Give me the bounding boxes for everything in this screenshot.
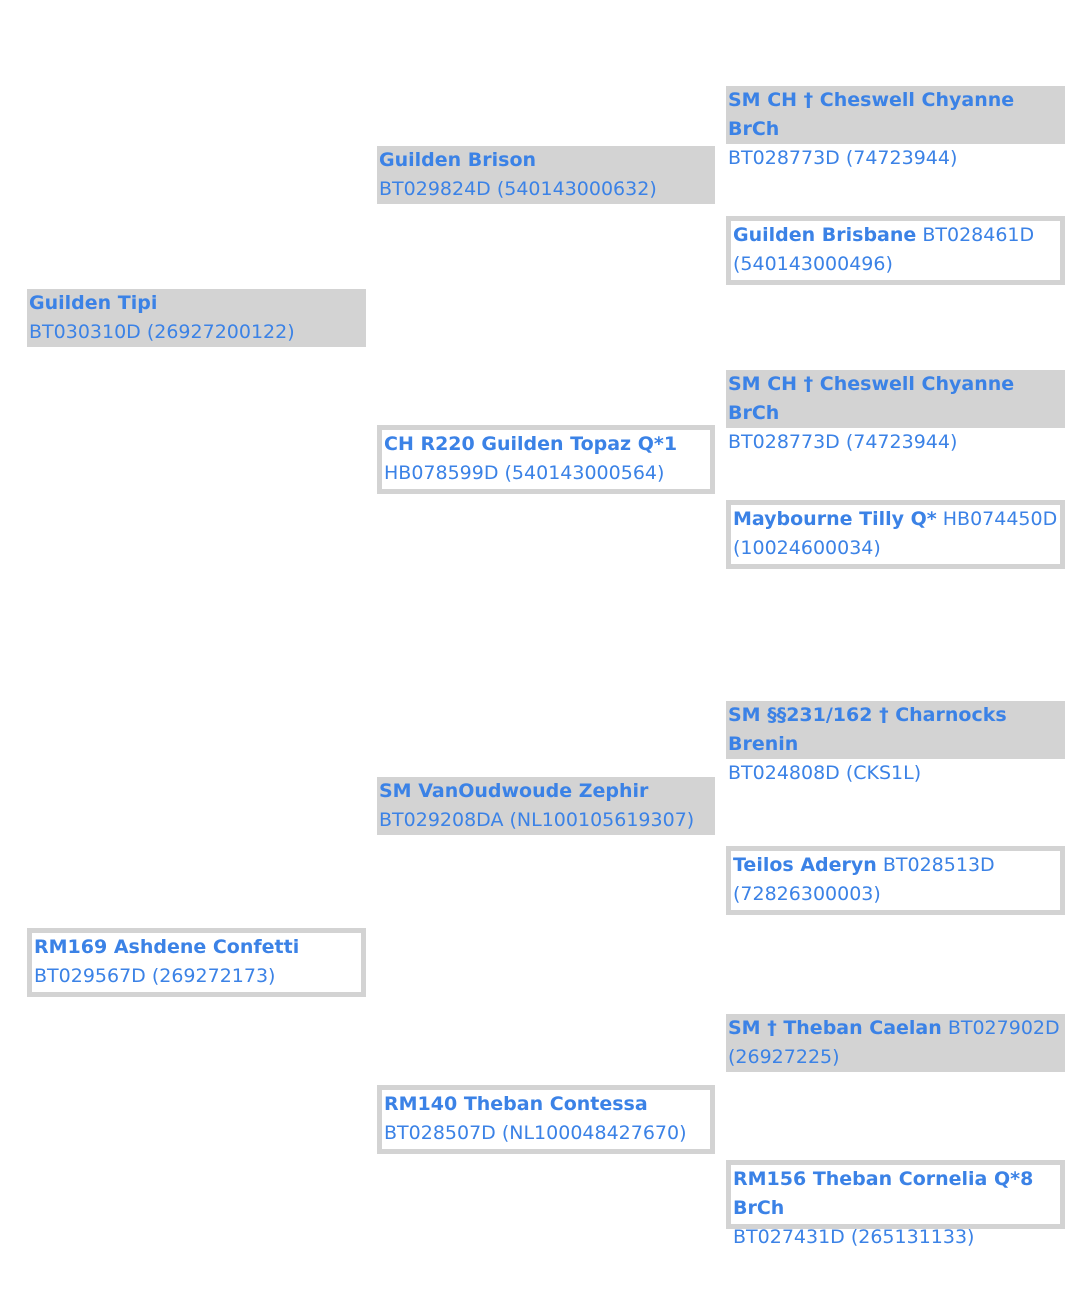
sire-name-link[interactable]: Guilden Tipi: [29, 292, 158, 314]
dam-sire-registration-link[interactable]: BT029208DA (NL100105619307): [379, 809, 695, 831]
sire-dam-dam-registration-link[interactable]: HB074450D (10024600034): [733, 508, 1058, 559]
dam-dam-name-link[interactable]: RM140 Theban Contessa: [384, 1093, 648, 1115]
sire-sire-dam-card: [726, 216, 1065, 285]
sire-dam-dam-card: [726, 500, 1065, 569]
sire-sire-card: [377, 146, 715, 204]
dam-dam-registration-link[interactable]: BT028507D (NL100048427670): [384, 1122, 687, 1144]
dam-name-link[interactable]: RM169 Ashdene Confetti: [34, 936, 300, 958]
sire-dam-sire-card: [726, 370, 1065, 453]
dam-sire-sire-card: [726, 701, 1065, 784]
dam-dam-sire-card: [726, 1014, 1065, 1072]
sire-dam-sire-registration-link[interactable]: BT028773D (74723944): [728, 431, 958, 453]
sire-dam-card: [377, 425, 715, 494]
dam-sire-dam-card: [726, 846, 1065, 915]
dam-dam-dam-name-link[interactable]: RM156 Theban Cornelia Q*8 BrCh: [733, 1168, 1034, 1219]
dam-sire-sire-registration-link[interactable]: BT024808D (CKS1L): [728, 762, 922, 784]
sire-dam-name-link[interactable]: CH R220 Guilden Topaz Q*1: [384, 433, 678, 455]
sire-sire-sire-card: [726, 86, 1065, 169]
dam-dam-dam-card: [726, 1160, 1065, 1248]
sire-card: [27, 289, 366, 347]
sire-registration-link[interactable]: BT030310D (26927200122): [29, 321, 295, 343]
sire-sire-registration-link[interactable]: BT029824D (540143000632): [379, 178, 657, 200]
sire-sire-dam-name-link[interactable]: Guilden Brisbane: [733, 224, 917, 246]
sire-sire-name-link[interactable]: Guilden Brison: [379, 149, 537, 171]
dam-sire-card: [377, 777, 715, 835]
dam-dam-sire-registration-link[interactable]: BT027902D (26927225): [728, 1017, 1060, 1068]
sire-dam-dam-name-link[interactable]: Maybourne Tilly Q*: [733, 508, 937, 530]
sire-sire-sire-registration-link[interactable]: BT028773D (74723944): [728, 147, 958, 169]
dam-dam-sire-name-link[interactable]: SM † Theban Caelan: [728, 1017, 942, 1039]
dam-sire-dam-registration-link[interactable]: BT028513D (72826300003): [733, 854, 995, 905]
dam-sire-name-link[interactable]: SM VanOudwoude Zephir: [379, 780, 649, 802]
dam-card: [27, 928, 366, 997]
dam-dam-dam-registration-link[interactable]: BT027431D (265131133): [733, 1226, 975, 1248]
dam-dam-card: [377, 1085, 715, 1154]
sire-dam-registration-link[interactable]: HB078599D (540143000564): [384, 462, 665, 484]
sire-dam-sire-name-link[interactable]: SM CH † Cheswell Chyanne BrCh: [728, 373, 1015, 424]
sire-sire-dam-registration-link[interactable]: BT028461D (540143000496): [733, 224, 1035, 275]
dam-sire-dam-name-link[interactable]: Teilos Aderyn: [733, 854, 877, 876]
dam-registration-link[interactable]: BT029567D (269272173): [34, 965, 276, 987]
dam-sire-sire-name-link[interactable]: SM §§231/162 † Charnocks Brenin: [728, 704, 1007, 755]
sire-sire-sire-name-link[interactable]: SM CH † Cheswell Chyanne BrCh: [728, 89, 1015, 140]
